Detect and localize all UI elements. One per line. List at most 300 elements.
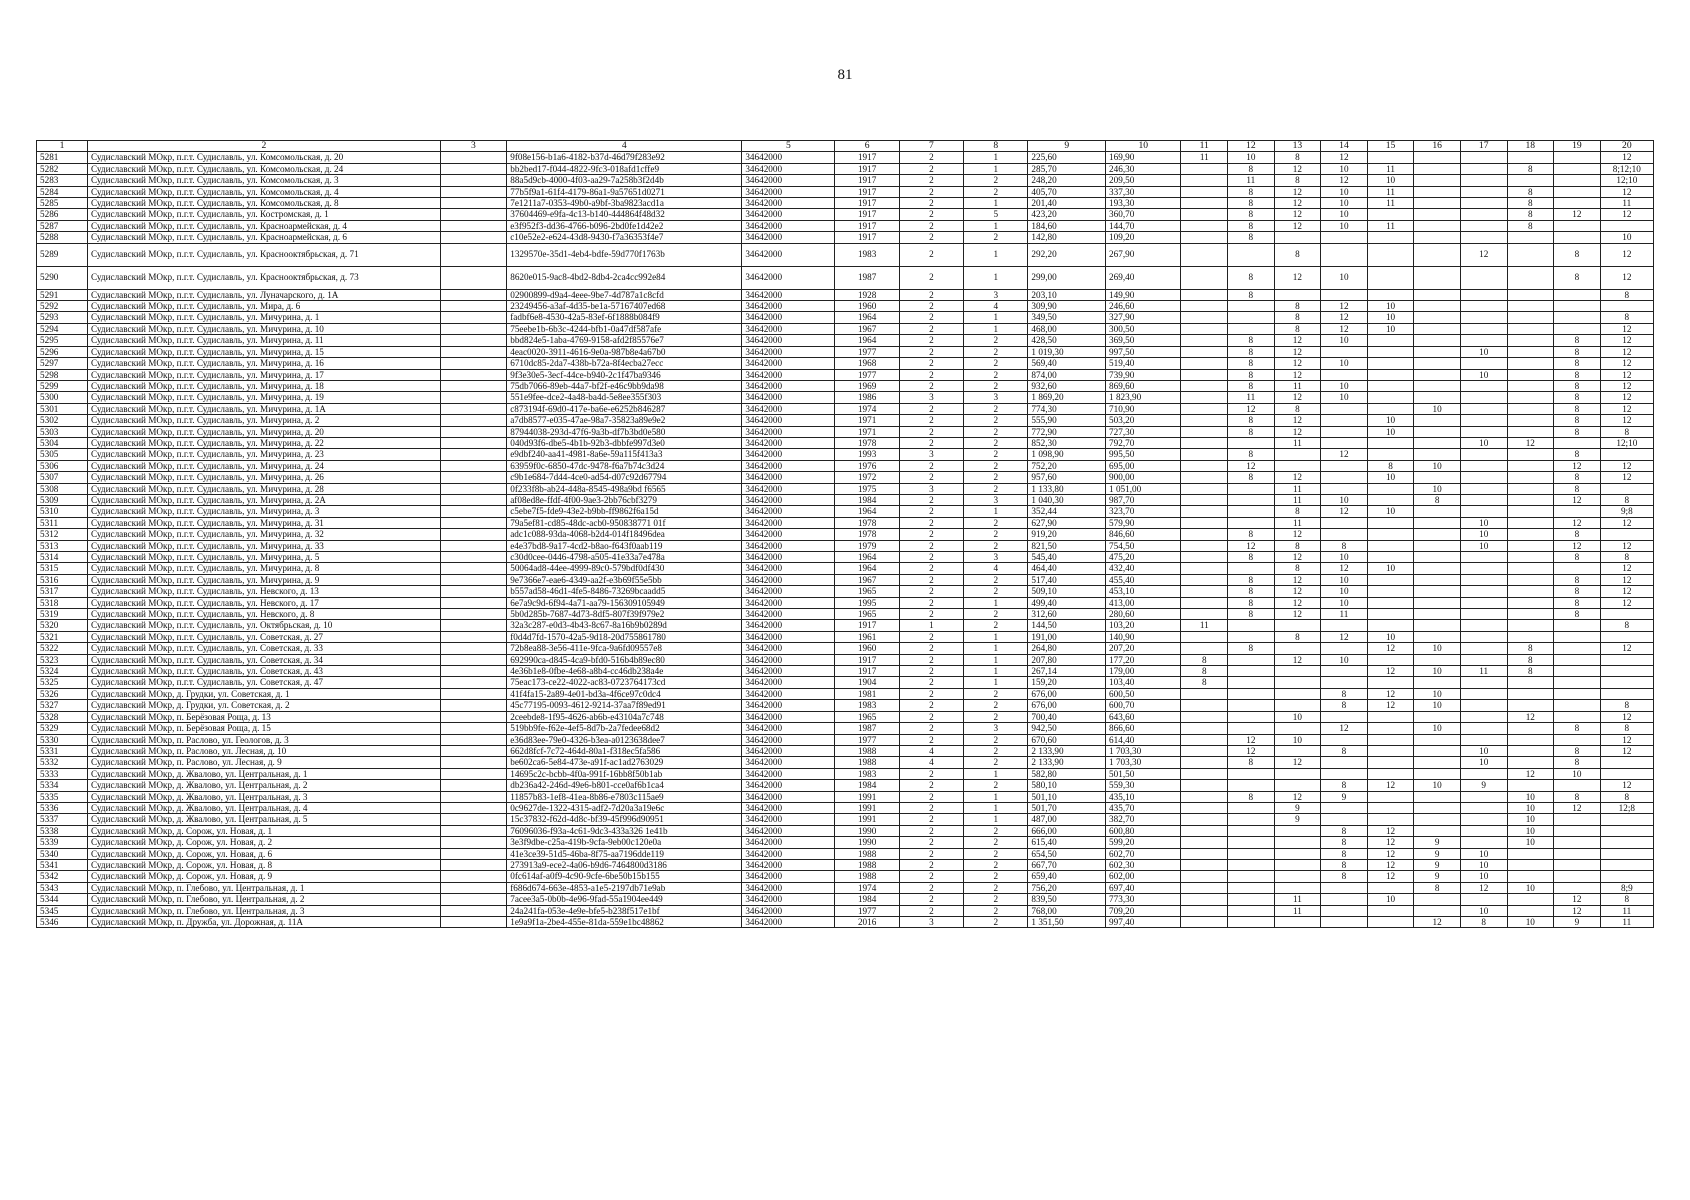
- cell-entrances: 1: [964, 220, 1028, 231]
- cell-entrances: 2: [964, 472, 1028, 483]
- cell-value-15: 10: [1367, 563, 1414, 574]
- cell-value-11: [1181, 848, 1228, 859]
- cell-total-area: 264,80: [1028, 643, 1106, 654]
- cell-value-13: 12: [1274, 369, 1321, 380]
- cell-guid: 9f08e156-b1a6-4182-b37d-46d79f283e92: [507, 152, 742, 163]
- cell-value-20: 12: [1600, 734, 1653, 745]
- cell-value-18: [1507, 574, 1554, 585]
- cell-year-built: 1917: [835, 152, 899, 163]
- cell-entrances: 2: [964, 437, 1028, 448]
- cell-value-14: [1321, 894, 1368, 905]
- cell-value-13: 8: [1274, 403, 1321, 414]
- cell-value-14: 10: [1321, 380, 1368, 391]
- cell-row-number: 5318: [37, 597, 88, 608]
- cell-value-20: [1600, 529, 1653, 540]
- cell-entrances: 2: [964, 609, 1028, 620]
- cell-value-20: [1600, 757, 1653, 768]
- cell-value-16: 10: [1414, 688, 1461, 699]
- cell-entrances: 2: [964, 415, 1028, 426]
- cell-value-12: [1228, 894, 1275, 905]
- cell-row-number: 5322: [37, 643, 88, 654]
- cell-year-built: 1965: [835, 711, 899, 722]
- cell-value-16: [1414, 654, 1461, 665]
- column-header-18: 18: [1507, 141, 1554, 152]
- cell-living-area: 503,20: [1106, 415, 1181, 426]
- cell-total-area: 627,90: [1028, 517, 1106, 528]
- cell-value-17: [1460, 506, 1507, 517]
- column-header-14: 14: [1321, 141, 1368, 152]
- cell-value-18: [1507, 323, 1554, 334]
- cell-value-12: [1228, 711, 1275, 722]
- cell-value-14: 10: [1321, 266, 1368, 289]
- cell-value-18: [1507, 449, 1554, 460]
- cell-value-13: 8: [1274, 301, 1321, 312]
- cell-living-area: 144,70: [1106, 220, 1181, 231]
- cell-value-14: 10: [1321, 392, 1368, 403]
- cell-address: Судиславский МОкр, п. Глебово, ул. Центральная, д. 3: [88, 905, 441, 916]
- cell-value-11: [1181, 825, 1228, 836]
- cell-entrances: 2: [964, 186, 1028, 197]
- cell-okato-code: 34642000: [742, 688, 835, 699]
- cell-living-area: 709,20: [1106, 905, 1181, 916]
- cell-value-15: [1367, 152, 1414, 163]
- cell-row-number: 5339: [37, 837, 88, 848]
- table-row: [37, 848, 1654, 859]
- cell-total-area: 405,70: [1028, 186, 1106, 197]
- cell-value-15: [1367, 403, 1414, 414]
- cell-value-16: [1414, 586, 1461, 597]
- cell-total-area: 428,50: [1028, 335, 1106, 346]
- cell-blank: [440, 460, 507, 471]
- cell-value-12: [1228, 620, 1275, 631]
- cell-value-12: [1228, 517, 1275, 528]
- cell-guid: 23249456-a3af-4d35-be1a-57167407ed68: [507, 301, 742, 312]
- cell-living-area: 727,30: [1106, 426, 1181, 437]
- cell-address: Судиславский МОкр, п.г.т. Судиславль, ул. Мичурина, д. 3: [88, 506, 441, 517]
- cell-address: Судиславский МОкр, п.г.т. Судиславль, ул. Мичурина, д. 1: [88, 312, 441, 323]
- cell-value-15: 11: [1367, 163, 1414, 174]
- table-row: [37, 152, 1654, 163]
- cell-value-18: [1507, 529, 1554, 540]
- cell-value-16: [1414, 301, 1461, 312]
- cell-value-11: [1181, 301, 1228, 312]
- cell-value-13: 12: [1274, 392, 1321, 403]
- cell-value-19: 12: [1554, 894, 1601, 905]
- cell-value-13: 11: [1274, 494, 1321, 505]
- cell-value-18: 12: [1507, 768, 1554, 779]
- cell-value-12: 8: [1228, 358, 1275, 369]
- cell-okato-code: 34642000: [742, 552, 835, 563]
- cell-year-built: 1988: [835, 757, 899, 768]
- cell-blank: [440, 175, 507, 186]
- cell-value-13: 11: [1274, 380, 1321, 391]
- cell-value-14: [1321, 403, 1368, 414]
- table-row: [37, 312, 1654, 323]
- column-header-20: 20: [1600, 141, 1653, 152]
- cell-total-area: 144,50: [1028, 620, 1106, 631]
- cell-address: Судиславский МОкр, п.г.т. Судиславль, ул. Красноармейская, д. 6: [88, 232, 441, 243]
- cell-value-13: [1274, 620, 1321, 631]
- cell-floors: 2: [899, 403, 963, 414]
- cell-value-19: 12: [1554, 517, 1601, 528]
- cell-value-17: [1460, 198, 1507, 209]
- cell-living-area: 1 823,90: [1106, 392, 1181, 403]
- cell-value-13: [1274, 871, 1321, 882]
- cell-address: Судиславский МОкр, п.г.т. Судиславль, ул. Мичурина, д. 9: [88, 574, 441, 585]
- cell-value-16: [1414, 711, 1461, 722]
- cell-value-19: [1554, 186, 1601, 197]
- cell-value-13: 12: [1274, 220, 1321, 231]
- cell-okato-code: 34642000: [742, 232, 835, 243]
- cell-address: Судиславский МОкр, п. Глебово, ул. Центральная, д. 2: [88, 894, 441, 905]
- cell-living-area: 1 703,30: [1106, 757, 1181, 768]
- cell-row-number: 5293: [37, 312, 88, 323]
- cell-value-20: [1600, 483, 1653, 494]
- column-header-13: 13: [1274, 141, 1321, 152]
- cell-value-19: [1554, 301, 1601, 312]
- cell-blank: [440, 152, 507, 163]
- cell-entrances: 2: [964, 426, 1028, 437]
- cell-value-17: [1460, 802, 1507, 813]
- cell-value-13: 12: [1274, 209, 1321, 220]
- cell-row-number: 5313: [37, 540, 88, 551]
- cell-entrances: 1: [964, 666, 1028, 677]
- cell-address: Судиславский МОкр, п.г.т. Судиславль, ул. Мичурина, д. 2: [88, 415, 441, 426]
- cell-value-20: 8: [1600, 620, 1653, 631]
- cell-entrances: 2: [964, 825, 1028, 836]
- cell-value-12: [1228, 563, 1275, 574]
- cell-okato-code: 34642000: [742, 289, 835, 300]
- cell-total-area: 292,20: [1028, 243, 1106, 266]
- cell-value-19: 10: [1554, 768, 1601, 779]
- cell-address: Судиславский МОкр, д. Сорож, ул. Новая, д. 8: [88, 859, 441, 870]
- cell-value-13: 8: [1274, 563, 1321, 574]
- cell-value-20: [1600, 848, 1653, 859]
- cell-value-17: [1460, 631, 1507, 642]
- cell-value-11: 11: [1181, 620, 1228, 631]
- cell-year-built: 1988: [835, 871, 899, 882]
- cell-value-15: [1367, 609, 1414, 620]
- cell-value-12: 8: [1228, 426, 1275, 437]
- cell-value-16: [1414, 369, 1461, 380]
- cell-value-18: [1507, 552, 1554, 563]
- cell-total-area: 774,30: [1028, 403, 1106, 414]
- cell-value-20: 12: [1600, 711, 1653, 722]
- cell-value-17: [1460, 175, 1507, 186]
- cell-blank: [440, 859, 507, 870]
- cell-floors: 2: [899, 460, 963, 471]
- cell-year-built: 1984: [835, 894, 899, 905]
- cell-value-19: 12: [1554, 209, 1601, 220]
- cell-row-number: 5335: [37, 791, 88, 802]
- cell-value-18: [1507, 620, 1554, 631]
- cell-entrances: 1: [964, 597, 1028, 608]
- cell-value-16: [1414, 163, 1461, 174]
- cell-row-number: 5308: [37, 483, 88, 494]
- cell-okato-code: 34642000: [742, 449, 835, 460]
- cell-living-area: 109,20: [1106, 232, 1181, 243]
- cell-value-18: [1507, 289, 1554, 300]
- cell-guid: 1e9a9f1a-2be4-455e-81da-559e1bc48862: [507, 917, 742, 928]
- table-row: [37, 232, 1654, 243]
- cell-value-12: [1228, 323, 1275, 334]
- cell-year-built: 1988: [835, 859, 899, 870]
- cell-value-16: [1414, 186, 1461, 197]
- cell-living-area: 697,40: [1106, 882, 1181, 893]
- column-header-1: 1: [37, 141, 88, 152]
- table-row: [37, 175, 1654, 186]
- cell-value-13: [1274, 700, 1321, 711]
- cell-value-19: [1554, 780, 1601, 791]
- cell-value-16: 10: [1414, 666, 1461, 677]
- cell-value-16: [1414, 791, 1461, 802]
- cell-living-area: 327,90: [1106, 312, 1181, 323]
- cell-value-15: [1367, 552, 1414, 563]
- cell-value-16: [1414, 152, 1461, 163]
- cell-blank: [440, 301, 507, 312]
- cell-living-area: 995,50: [1106, 449, 1181, 460]
- cell-value-11: [1181, 380, 1228, 391]
- cell-value-12: [1228, 494, 1275, 505]
- cell-okato-code: 34642000: [742, 620, 835, 631]
- cell-value-15: [1367, 335, 1414, 346]
- cell-value-12: [1228, 825, 1275, 836]
- cell-value-17: [1460, 688, 1507, 699]
- cell-value-20: 12;8: [1600, 802, 1653, 813]
- cell-value-18: [1507, 392, 1554, 403]
- cell-floors: 2: [899, 905, 963, 916]
- cell-row-number: 5331: [37, 745, 88, 756]
- cell-okato-code: 34642000: [742, 392, 835, 403]
- table-row: [37, 825, 1654, 836]
- cell-blank: [440, 905, 507, 916]
- cell-value-12: 12: [1228, 745, 1275, 756]
- cell-value-17: 8: [1460, 917, 1507, 928]
- cell-value-12: [1228, 312, 1275, 323]
- cell-row-number: 5288: [37, 232, 88, 243]
- cell-value-13: 11: [1274, 894, 1321, 905]
- cell-floors: 3: [899, 917, 963, 928]
- cell-value-14: 8: [1321, 825, 1368, 836]
- cell-blank: [440, 403, 507, 414]
- cell-living-area: 435,10: [1106, 791, 1181, 802]
- cell-year-built: 1977: [835, 905, 899, 916]
- cell-value-12: 8: [1228, 643, 1275, 654]
- cell-value-12: [1228, 848, 1275, 859]
- cell-floors: 2: [899, 677, 963, 688]
- cell-value-13: [1274, 825, 1321, 836]
- cell-address: Судиславский МОкр, п.г.т. Судиславль, ул. Мичурина, д. 15: [88, 346, 441, 357]
- cell-year-built: 1976: [835, 460, 899, 471]
- cell-value-17: [1460, 620, 1507, 631]
- cell-address: Судиславский МОкр, п.г.т. Судиславль, ул. Мичурина, д. 2А: [88, 494, 441, 505]
- cell-year-built: 1984: [835, 780, 899, 791]
- cell-value-20: 11: [1600, 917, 1653, 928]
- cell-floors: 2: [899, 768, 963, 779]
- cell-value-11: [1181, 358, 1228, 369]
- cell-address: Судиславский МОкр, п.г.т. Судиславль, ул. Невского, д. 8: [88, 609, 441, 620]
- cell-value-12: [1228, 768, 1275, 779]
- cell-blank: [440, 437, 507, 448]
- cell-floors: 2: [899, 266, 963, 289]
- cell-value-15: 10: [1367, 506, 1414, 517]
- cell-value-15: 10: [1367, 472, 1414, 483]
- cell-value-16: [1414, 905, 1461, 916]
- column-header-5: 5: [742, 141, 835, 152]
- cell-value-16: 10: [1414, 483, 1461, 494]
- cell-okato-code: 34642000: [742, 745, 835, 756]
- cell-guid: 24a241fa-053e-4e9e-bfe5-b238f517e1bf: [507, 905, 742, 916]
- cell-total-area: 700,40: [1028, 711, 1106, 722]
- cell-value-18: 8: [1507, 666, 1554, 677]
- cell-value-20: 8: [1600, 289, 1653, 300]
- cell-value-20: 8: [1600, 494, 1653, 505]
- cell-year-built: 1987: [835, 723, 899, 734]
- cell-value-20: [1600, 301, 1653, 312]
- cell-value-13: 11: [1274, 483, 1321, 494]
- cell-okato-code: 34642000: [742, 301, 835, 312]
- cell-okato-code: 34642000: [742, 346, 835, 357]
- cell-value-16: 10: [1414, 723, 1461, 734]
- cell-entrances: 2: [964, 882, 1028, 893]
- cell-guid: 519bb9fe-f62e-4ef5-8d7b-2a7fedee68d2: [507, 723, 742, 734]
- cell-floors: 4: [899, 757, 963, 768]
- cell-floors: 2: [899, 586, 963, 597]
- cell-blank: [440, 163, 507, 174]
- cell-living-area: 710,90: [1106, 403, 1181, 414]
- cell-entrances: 1: [964, 312, 1028, 323]
- cell-address: Судиславский МОкр, д. Жвалово, ул. Центральная, д. 1: [88, 768, 441, 779]
- cell-value-20: 8: [1600, 791, 1653, 802]
- cell-row-number: 5302: [37, 415, 88, 426]
- cell-value-19: [1554, 631, 1601, 642]
- cell-address: Судиславский МОкр, п.г.т. Судиславль, ул. Комсомольская, д. 24: [88, 163, 441, 174]
- cell-value-15: [1367, 597, 1414, 608]
- cell-address: Судиславский МОкр, п.г.т. Судиславль, ул. Комсомольская, д. 4: [88, 186, 441, 197]
- cell-value-14: 12: [1321, 323, 1368, 334]
- cell-value-20: [1600, 688, 1653, 699]
- cell-living-area: 382,70: [1106, 814, 1181, 825]
- cell-value-13: 11: [1274, 517, 1321, 528]
- cell-value-17: [1460, 472, 1507, 483]
- cell-value-15: [1367, 232, 1414, 243]
- cell-value-17: [1460, 677, 1507, 688]
- cell-value-11: [1181, 529, 1228, 540]
- cell-living-area: 323,70: [1106, 506, 1181, 517]
- cell-value-18: [1507, 335, 1554, 346]
- cell-guid: 3e3f9dbe-c25a-419b-9cfa-9eb00c120e0a: [507, 837, 742, 848]
- cell-total-area: 615,40: [1028, 837, 1106, 848]
- cell-floors: 2: [899, 563, 963, 574]
- table-row: [37, 358, 1654, 369]
- cell-okato-code: 34642000: [742, 700, 835, 711]
- cell-value-20: 12: [1600, 209, 1653, 220]
- cell-floors: 3: [899, 392, 963, 403]
- cell-okato-code: 34642000: [742, 323, 835, 334]
- cell-row-number: 5340: [37, 848, 88, 859]
- cell-year-built: 1978: [835, 437, 899, 448]
- cell-value-12: 8: [1228, 232, 1275, 243]
- cell-guid: 2ceebde8-1f95-4626-ab6b-e43104a7c748: [507, 711, 742, 722]
- cell-total-area: 464,40: [1028, 563, 1106, 574]
- cell-value-12: 8: [1228, 209, 1275, 220]
- cell-blank: [440, 814, 507, 825]
- cell-blank: [440, 392, 507, 403]
- cell-value-15: [1367, 814, 1414, 825]
- cell-year-built: 1978: [835, 517, 899, 528]
- cell-value-13: 8: [1274, 540, 1321, 551]
- cell-value-16: [1414, 540, 1461, 551]
- cell-living-area: 792,70: [1106, 437, 1181, 448]
- cell-floors: 2: [899, 791, 963, 802]
- cell-value-11: [1181, 780, 1228, 791]
- column-header-19: 19: [1554, 141, 1601, 152]
- cell-value-20: 8;9: [1600, 882, 1653, 893]
- cell-okato-code: 34642000: [742, 540, 835, 551]
- table-row: [37, 369, 1654, 380]
- cell-blank: [440, 552, 507, 563]
- cell-value-14: 8: [1321, 688, 1368, 699]
- cell-floors: 2: [899, 529, 963, 540]
- cell-value-18: [1507, 586, 1554, 597]
- cell-value-13: 8: [1274, 323, 1321, 334]
- cell-entrances: 2: [964, 837, 1028, 848]
- cell-guid: 02900899-d9a4-4eee-9be7-4d787a1c8cfd: [507, 289, 742, 300]
- cell-value-13: 12: [1274, 757, 1321, 768]
- cell-value-18: 12: [1507, 711, 1554, 722]
- cell-value-11: [1181, 700, 1228, 711]
- column-header-16: 16: [1414, 141, 1461, 152]
- table-row: [37, 472, 1654, 483]
- table-row: [37, 163, 1654, 174]
- cell-year-built: 1972: [835, 472, 899, 483]
- cell-living-area: 475,20: [1106, 552, 1181, 563]
- table-row: [37, 643, 1654, 654]
- cell-living-area: 997,40: [1106, 917, 1181, 928]
- cell-address: Судиславский МОкр, п.г.т. Судиславль, ул. Мичурина, д. 17: [88, 369, 441, 380]
- cell-value-15: [1367, 802, 1414, 813]
- cell-value-15: [1367, 540, 1414, 551]
- cell-total-area: 501,10: [1028, 791, 1106, 802]
- cell-okato-code: 34642000: [742, 506, 835, 517]
- cell-value-13: 12: [1274, 415, 1321, 426]
- cell-value-20: 8;12;10: [1600, 163, 1653, 174]
- cell-value-20: 11: [1600, 198, 1653, 209]
- cell-value-20: 12: [1600, 243, 1653, 266]
- cell-value-16: [1414, 209, 1461, 220]
- cell-year-built: 1964: [835, 335, 899, 346]
- cell-value-17: [1460, 220, 1507, 231]
- cell-total-area: 666,00: [1028, 825, 1106, 836]
- table-row: [37, 871, 1654, 882]
- cell-row-number: 5281: [37, 152, 88, 163]
- cell-value-15: [1367, 711, 1414, 722]
- cell-year-built: 1917: [835, 220, 899, 231]
- cell-value-15: [1367, 734, 1414, 745]
- cell-address: Судиславский МОкр, п. Дружба, ул. Дорожная, д. 11А: [88, 917, 441, 928]
- cell-value-17: [1460, 266, 1507, 289]
- cell-value-19: 8: [1554, 597, 1601, 608]
- cell-row-number: 5344: [37, 894, 88, 905]
- cell-value-12: [1228, 780, 1275, 791]
- cell-value-20: [1600, 768, 1653, 779]
- cell-total-area: 1 098,90: [1028, 449, 1106, 460]
- cell-living-area: 246,30: [1106, 163, 1181, 174]
- cell-address: Судиславский МОкр, п.г.т. Судиславль, ул. Мичурина, д. 1А: [88, 403, 441, 414]
- cell-total-area: 2 133,90: [1028, 745, 1106, 756]
- cell-value-17: 12: [1460, 882, 1507, 893]
- cell-row-number: 5333: [37, 768, 88, 779]
